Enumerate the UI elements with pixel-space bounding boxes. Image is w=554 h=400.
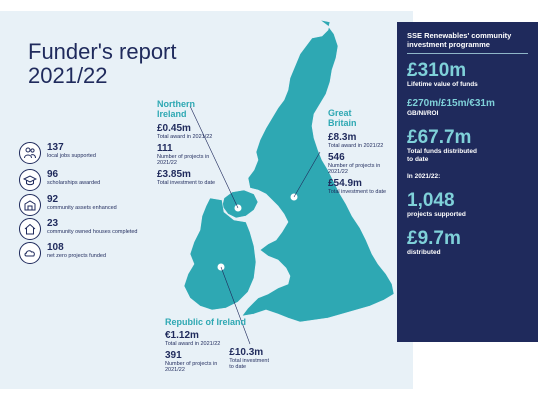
- roi-projects-label: Number of projects in: [165, 360, 218, 367]
- stat-assets: [19, 194, 117, 216]
- year-label: In 2021/22:: [407, 173, 441, 180]
- lifetime-label: Lifetime value of funds: [407, 81, 478, 88]
- panel-header: SSE Renewables' community investment programme: [407, 31, 512, 49]
- projects-value: 1,048: [407, 190, 455, 211]
- roi-projects-label: 2021/22: [165, 367, 185, 373]
- great-britain-stats: [328, 108, 386, 197]
- ni-award: £0.45m: [157, 123, 191, 134]
- region-name: Great: [328, 108, 352, 118]
- graduation-cap-icon: [19, 169, 41, 191]
- building-icon: [19, 194, 41, 216]
- stat-label: scholarships awarded: [47, 180, 101, 186]
- region-name: Ireland: [157, 109, 187, 119]
- roi-investment: £10.3m: [229, 346, 264, 358]
- gb-investment-label: Total investment to date: [328, 188, 387, 195]
- stat-label: net zero projects funded: [47, 253, 107, 259]
- ni-investment: £3.85m: [157, 168, 191, 180]
- house-icon: [19, 218, 41, 240]
- year-distributed-label: distributed: [407, 249, 441, 256]
- gb-projects: 546: [328, 151, 345, 163]
- distributed-label: to date: [407, 156, 429, 163]
- projects-label: projects supported: [407, 211, 466, 218]
- stat-value: 96: [47, 169, 59, 180]
- split-label: GB/NI/ROI: [407, 110, 439, 117]
- stat-value: 92: [47, 194, 59, 205]
- ni-projects-label: Number of projects in: [157, 153, 210, 160]
- split-value: £270m/£15m/€31m: [407, 98, 495, 109]
- ni-projects: 111: [157, 142, 173, 154]
- roi-investment-label: Total investment: [229, 357, 270, 364]
- gb-projects-label: 2021/22: [328, 169, 348, 175]
- region-name: Republic of Ireland: [165, 317, 247, 327]
- republic-of-ireland-stats: [165, 317, 269, 376]
- title-line-2: 2021/22: [28, 63, 108, 88]
- lifetime-value: £310m: [407, 60, 467, 81]
- ni-award-label: Total award in 2021/22: [157, 134, 213, 140]
- stat-scholarships: [19, 169, 100, 191]
- gb-investment: £54.9m: [328, 177, 362, 189]
- gb-award-label: Total award in 2021/22: [328, 143, 384, 149]
- roi-award-label: Total award in 2021/22: [165, 341, 221, 347]
- distributed-value: £67.7m: [407, 127, 472, 148]
- roi-projects: 391: [165, 349, 182, 361]
- gb-projects-label: Number of projects in: [328, 162, 381, 169]
- region-name: Northern: [157, 99, 195, 109]
- region-name: Britain: [328, 118, 357, 128]
- title-line-1: Funder's report: [28, 39, 177, 64]
- panel-divider: [407, 53, 528, 54]
- northern-ireland-shape: [222, 190, 258, 218]
- ni-investment-label: Total investment to date: [157, 179, 216, 186]
- stat-value: 137: [47, 142, 64, 153]
- stat-value: 108: [47, 242, 64, 253]
- stat-label: local jobs supported: [47, 153, 96, 159]
- stat-label: community owned houses completed: [47, 229, 138, 235]
- roi-award: €1.12m: [165, 330, 199, 341]
- stat-label: community assets enhanced: [47, 205, 117, 211]
- northern-ireland-stats: [157, 99, 215, 188]
- stat-houses: [19, 218, 138, 240]
- stat-net-zero: [19, 242, 106, 264]
- roi-investment-label: to date: [229, 364, 247, 370]
- stat-value: 23: [47, 218, 59, 229]
- year-distributed-value: £9.7m: [407, 228, 461, 249]
- programme-panel: [397, 22, 538, 342]
- people-icon: [19, 142, 41, 164]
- stat-jobs: [19, 142, 96, 164]
- distributed-label: Total funds distributed: [407, 148, 477, 155]
- gb-award: £8.3m: [328, 132, 357, 143]
- cloud-icon: [19, 242, 41, 264]
- ni-projects-label: 2021/22: [157, 160, 177, 166]
